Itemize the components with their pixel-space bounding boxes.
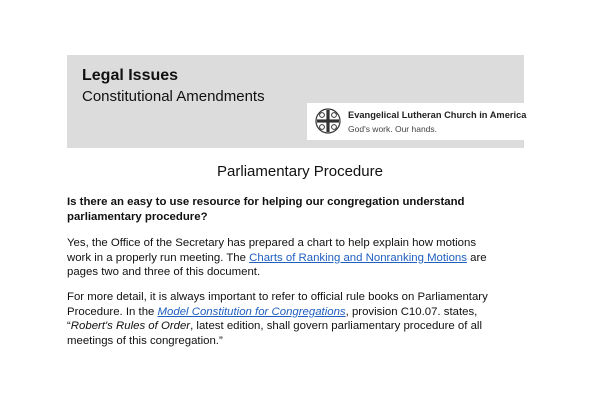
logo-name: Evangelical Lutheran Church in America	[348, 110, 527, 120]
logo-tagline: God's work. Our hands.	[348, 124, 438, 134]
answer-line	[67, 251, 532, 266]
detail-text: , latest edition, shall govern parliamentary procedure of all	[190, 320, 482, 332]
answer-line: Yes, the Office of the Secretary has prepared a chart to help explain how motions	[67, 237, 477, 249]
model-constitution-link[interactable]	[158, 306, 346, 318]
elca-logo	[307, 103, 527, 140]
answer-text: are	[466, 251, 487, 264]
section-title: Legal Issues	[82, 67, 179, 84]
roberts-rules-title: Robert's Rules of Order	[70, 320, 191, 332]
charts-of-motions-link[interactable]: Charts of Ranking and Nonranking Motions	[249, 251, 467, 264]
elca-cross-icon	[315, 108, 341, 134]
header-band	[67, 55, 527, 148]
document-heading: Parliamentary Procedure	[217, 163, 383, 180]
detail-line: meetings of this congregation.”	[67, 334, 223, 347]
question-line: Is there an easy to use resource for helping our congregation understand	[67, 196, 465, 208]
detail-line: For more detail, it is always important to refer to official rule books on Parliamentary	[67, 291, 488, 303]
answer-paragraph	[67, 236, 532, 280]
detail-paragraph	[67, 290, 532, 348]
answer-text: work in a properly run meeting. The	[67, 251, 250, 264]
question-line: parliamentary procedure?	[67, 210, 208, 223]
section-subtitle: Constitutional Amendments	[82, 88, 265, 105]
detail-text: Procedure. In the	[67, 305, 158, 318]
detail-line	[67, 319, 532, 334]
answer-line: pages two and three of this document.	[67, 266, 261, 278]
model-constitution-link-text: Model Constitution for Congregations	[157, 305, 346, 318]
detail-text: , provision C10.07. states,	[345, 305, 478, 318]
question-paragraph	[67, 195, 532, 224]
detail-line	[67, 305, 532, 320]
detail-text: “	[67, 320, 71, 332]
